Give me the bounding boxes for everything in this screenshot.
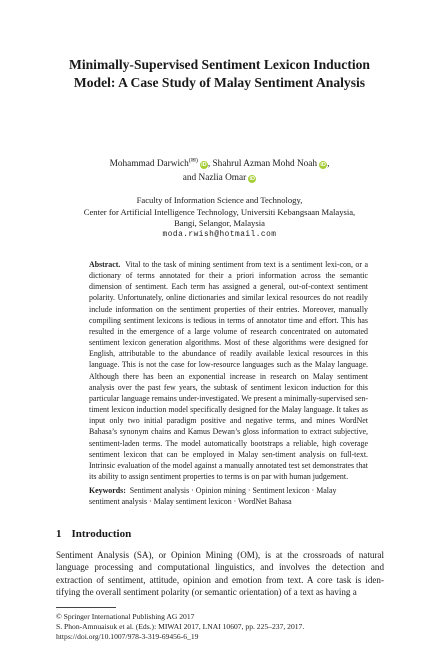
orcid-icon[interactable]: iD: [320, 162, 326, 169]
copyright-line: © Springer International Publishing AG 2017: [56, 612, 195, 621]
affiliation-line: Center for Artificial Intelligence Technology, Universiti Kebangsaan Malaysia,: [83, 206, 356, 217]
abstract-label: Abstract.: [89, 260, 121, 269]
corresponding-author-mark: (✉): [188, 158, 198, 164]
footnote-divider: [56, 607, 116, 608]
author-email[interactable]: moda.rwish@hotmail.com: [162, 230, 277, 239]
section-title: Introduction: [71, 528, 132, 540]
doi-link[interactable]: https://doi.org/10.1007/978-3-319-69456-6_19: [56, 632, 199, 641]
keywords: [89, 485, 368, 507]
orcid-icon[interactable]: iD: [249, 176, 255, 183]
abstract-text: Vital to the task of mining sentiment from text is a sentiment lexi-con, or a dictionary of terms annotated for their a priori information across the semantic dimension of sentiment. Each term has assigned a general, out-of-context sentiment polarity. Unfortunately, online dictionaries and similar lexical resources do not readily include information on the sentiment properties of their entries. Moreover, manually compiling sentiment lexicons is tedious in terms of annotator time and effort. This has resulted in the emergence of a large volume of research concentrated on automated sentiment lexicon generation algorithms. Most of these algorithms were designed for English, attributable to the abundance of readily available lexical resources in this language. This is not the case for low-resource languages such as the Malay language. Although there has been an exponential increase in research on Malay sentiment analysis over the past few years, the subtask of sentiment lexicon induction for this particular language remains under-investigated. We present a minimally-supervised sen-timent lexicon induction model specifically designed for the Malay language. It takes as input only two initial paradigm positive and negative terms, and mines WordNet Bahasa’s synonym chains and Kamus Dewan’s gloss information to extract subjective, sentiment-laden terms. The model automatically bootstraps a reliable, high coverage sentiment lexicon that can be employed in Malay sen-timent analysis on full-text. Intrinsic evaluation of the model against a manually annotated test set demonstrates that its ability to assign sentiment properties to terms is on par with human judgement.: [89, 260, 368, 481]
abstract: [89, 259, 368, 482]
copyright-footer: [56, 612, 386, 642]
intro-paragraph: Sentiment Analysis (SA), or Opinion Mining (OM), is at the crossroads of natural language processing and computational linguistics, and involves the detection and extraction of sentiment, attitude, opinion and emotion from text. A core task is iden-tifying the overall sentiment polarity (or semantic orientation) of a text as having a: [56, 550, 384, 597]
section-number: 1: [56, 528, 62, 540]
citation-line: S. Phon-Amnuaisuk et al. (Eds.): MIWAI 2017, LNAI 10607, pp. 225–237, 2017.: [56, 622, 305, 631]
paper-title: Minimally-Supervised Sentiment Lexicon Induction Model: A Case Study of Malay Sentiment Analysis: [69, 57, 370, 90]
affiliation-line: Bangi, Selangor, Malaysia: [174, 218, 265, 229]
author-list: Mohammad Darwich(✉)iD, Shahrul Azman Mohd Noah iD, and Nazlia Omar iD: [109, 158, 330, 184]
author-name: Mohammad Darwich: [109, 159, 189, 170]
author-name: , Shahrul Azman Mohd Noah: [207, 159, 318, 170]
keywords-text: Sentiment analysis · Opinion mining · Sentiment lexicon · Malay sentiment analysis · Malay sentiment lexicon · WordNet Bahasa: [89, 486, 337, 507]
affiliation: [40, 195, 399, 241]
keywords-label: Keywords:: [89, 486, 126, 495]
section-heading: [56, 528, 131, 540]
author-name: and Nazlia Omar: [182, 173, 247, 184]
affiliation-line: Faculty of Information Science and Technology,: [136, 195, 303, 205]
orcid-icon[interactable]: iD: [201, 162, 207, 169]
